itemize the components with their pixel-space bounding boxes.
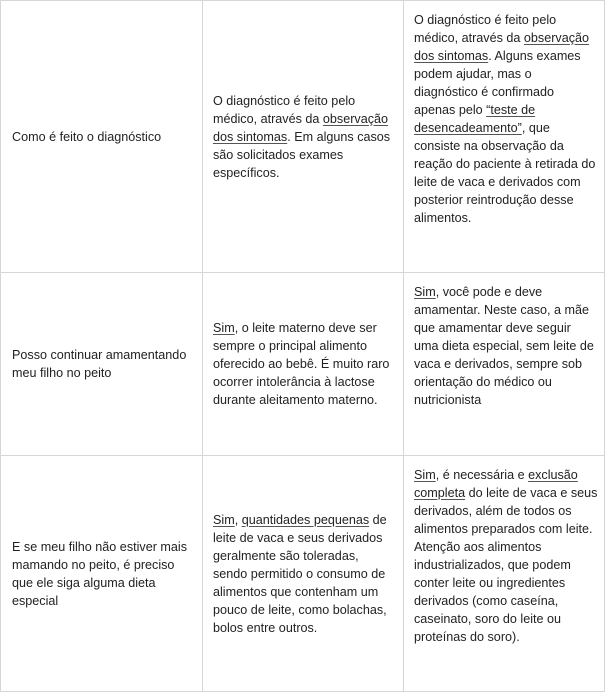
answer-text: , o leite materno deve ser sempre o principal alimento oferecido ao bebê. É muito raro ocorrer intolerância à lactose durante aleitamento materno.: [213, 321, 390, 407]
underlined-text: exclusão completa: [414, 468, 578, 500]
question-text: Como é feito o diagnóstico: [12, 129, 162, 144]
answer-text: , que consiste na observação da reação do paciente à retirada do leite de vaca e derivados com posterior reintrodução desse alimentos.: [414, 121, 596, 225]
answer-text: O diagnóstico é feito pelo médico, através da: [414, 13, 557, 45]
answer-text: de leite de vaca e seus derivados geralmente são toleradas, sendo permitido o consumo de alimentos que contenham um pouco de leite, como bolachas, bolos entre outros.: [213, 512, 387, 635]
answer-text: . Em alguns casos são solicitados exames específicos.: [213, 129, 391, 180]
answer-text: . Alguns exames podem ajudar, mas o diagnóstico é confirmado apenas pelo: [414, 49, 581, 117]
question-cell: [1, 456, 203, 692]
table-row: [1, 1, 605, 273]
underlined-text: observação dos sintomas: [414, 31, 590, 63]
table-row: [1, 273, 605, 456]
answer-cell-right: [404, 273, 605, 456]
answer-cell-middle: [203, 456, 404, 692]
table-row: [1, 456, 605, 692]
underlined-text: Sim: [414, 285, 436, 299]
question-cell: [1, 273, 203, 456]
answer-cell-right: [404, 1, 605, 273]
underlined-text: Sim: [213, 321, 235, 335]
answer-text: O diagnóstico é feito pelo médico, através da: [213, 93, 356, 126]
underlined-text: observação dos sintomas: [213, 111, 389, 144]
answer-cell-middle: [203, 273, 404, 456]
question-text: Posso continuar amamentando meu filho no peito: [12, 348, 187, 380]
underlined-text: “teste de desencadeamento”: [414, 103, 536, 135]
underlined-text: Sim: [213, 512, 235, 527]
question-cell: [1, 1, 203, 273]
answer-cell-right: [404, 456, 605, 692]
answer-text: do leite de vaca e seus derivados, além de todos os alimentos preparados com leite. Atenção aos alimentos industrializados, que podem conter leite ou ingredientes derivados (como caseína, caseinato, soro do leite ou proteínas do soro).: [414, 486, 598, 644]
underlined-text: Sim: [414, 468, 436, 482]
answer-text: ,: [234, 512, 242, 527]
underlined-text: quantidades pequenas: [241, 512, 370, 527]
answer-text: , é necessária e: [435, 468, 529, 482]
question-text: E se meu filho não estiver mais mamando no peito, é preciso que ele siga alguma dieta especial: [12, 539, 187, 608]
answer-text: , você pode e deve amamentar. Neste caso, a mãe que amamentar deve seguir uma dieta especial, sem leite de vaca e derivados, sempre sob orientação do médico ou nutricionista: [414, 285, 594, 407]
answer-cell-middle: [203, 1, 404, 273]
